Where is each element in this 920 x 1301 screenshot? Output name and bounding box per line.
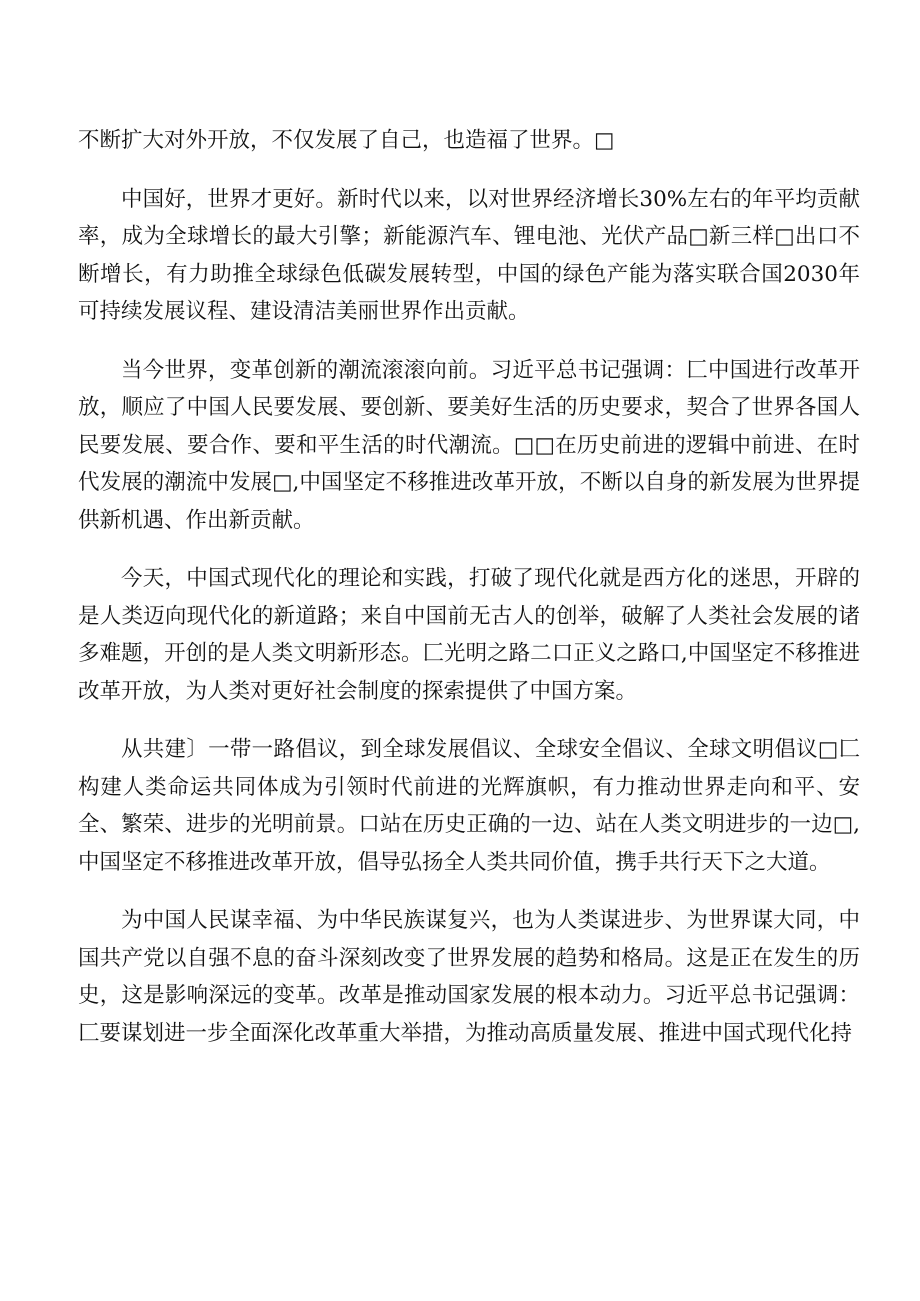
paragraph-1: 不断扩大对外开放，不仅发展了自己，也造福了世界。□ [78, 128, 615, 153]
paragraph-4: 今天，中国式现代化的理论和实践，打破了现代化就是西方化的迷思，开辟的是人类迈向现代化的新道路；来自中国前无古人的创举，破解了人类社会发展的诸多难题，开创的是人类文明新形态。匚光明之路二口正义之路口,中国坚定不移推进改革开放，为人类对更好社会制度的探索提供了中国方案。 [78, 566, 860, 704]
paragraph-2: 中国好，世界才更好。新时代以来，以对世界经济增长30%左右的年平均贡献率，成为全球增长的最大引擎；新能源汽车、锂电池、光伏产品□新三样□出口不断增长，有力助推全球绿色低碳发展转型，中国的绿色产能为落实联合国2030年可持续发展议程、建设清洁美丽世界作出贡献。 [78, 186, 860, 324]
paragraph-3: 当今世界，变革创新的潮流滚滚向前。习近平总书记强调：匚中国进行改革开放，顺应了中国人民要发展、要创新、要美好生活的历史要求，契合了世界各国人民要发展、要合作、要和平生活的时代潮流。□□在历史前进的逻辑中前进、在时代发展的潮流中发展□,中国坚定不移推进改革开放，不断以自身的新发展为世界提供新机遇、作出新贡献。 [78, 357, 860, 533]
paragraph-6: 为中国人民谋幸福、为中华民族谋复兴，也为人类谋进步、为世界谋大同，中国共产党以自强不息的奋斗深刻改变了世界发展的趋势和格局。这是正在发生的历史，这是影响深远的变革。改革是推动国家发展的根本动力。习近平总书记强调：匚要谋划进一步全面深化改革重大举措，为推动高质量发展、推进中国式现代化持 [78, 908, 860, 1046]
paragraph-5: 从共建〕一带一路倡议，到全球发展倡议、全球安全倡议、全球文明倡议□匚构建人类命运共同体成为引领时代前进的光辉旗帜，有力推动世界走向和平、安全、繁荣、进步的光明前景。口站在历史正确的一边、站在人类文明进步的一边□,中国坚定不移推进改革开放，倡导弘扬全人类共同价值，携手共行天下之大道。 [78, 737, 860, 875]
document-body [78, 122, 860, 1073]
